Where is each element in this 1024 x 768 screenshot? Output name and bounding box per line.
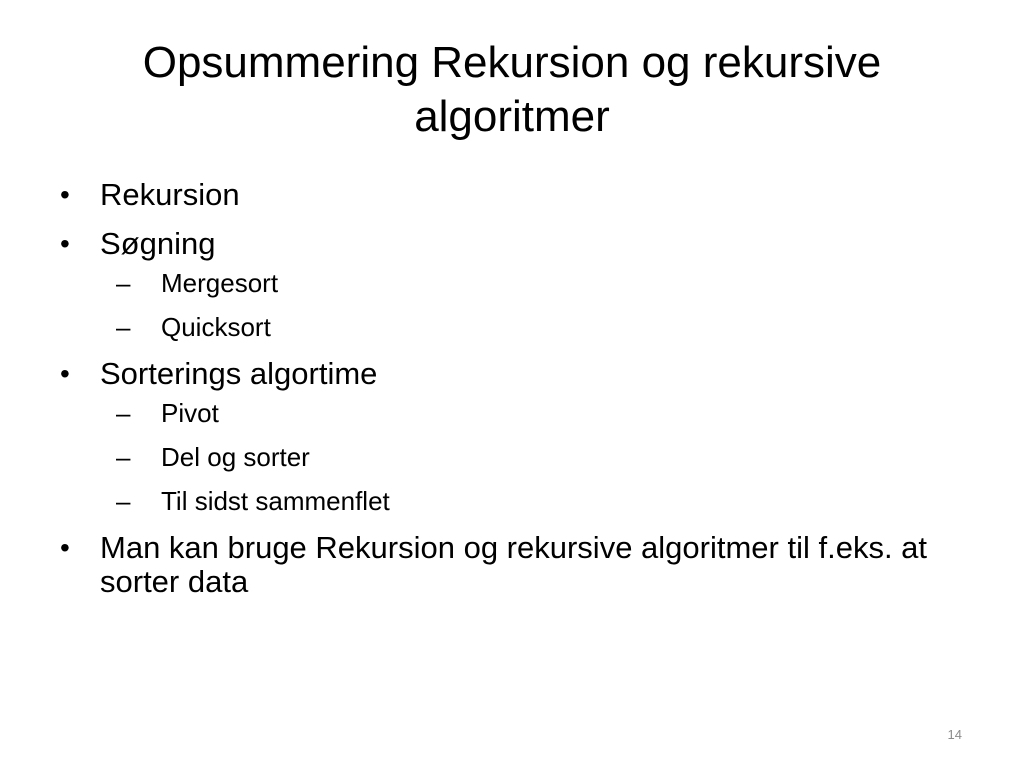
dash-icon: – xyxy=(116,442,131,472)
sub-bullet-item xyxy=(116,398,976,428)
bullet-text: Man kan bruge Rekursion og rekursive algoritmer til f.eks. at sorter data xyxy=(100,530,928,599)
sub-bullet-list xyxy=(100,268,976,342)
bullet-item xyxy=(56,227,976,342)
sub-bullet-item xyxy=(116,486,976,516)
bullet-text: Søgning xyxy=(100,226,216,261)
bullet-text: Rekursion xyxy=(100,177,240,212)
slide-title: Opsummering Rekursion og rekursive algoritmer xyxy=(142,38,882,141)
bullet-item xyxy=(56,531,976,599)
sub-bullet-text: Pivot xyxy=(161,398,219,428)
page-number: 14 xyxy=(947,727,962,742)
sub-bullet-item xyxy=(116,312,976,342)
bullet-icon: • xyxy=(60,532,70,563)
bullet-icon: • xyxy=(60,179,70,210)
sub-bullet-item xyxy=(116,442,976,472)
dash-icon: – xyxy=(116,398,131,428)
sub-bullet-text: Quicksort xyxy=(161,312,271,342)
bullet-text: Sorterings algortime xyxy=(100,356,378,391)
sub-bullet-text: Til sidst sammenflet xyxy=(161,486,390,516)
bullet-item xyxy=(56,178,976,212)
dash-icon: – xyxy=(116,486,131,516)
dash-icon: – xyxy=(116,268,131,298)
bullet-icon: • xyxy=(60,228,70,259)
sub-bullet-item xyxy=(116,268,976,298)
bullet-item xyxy=(56,357,976,516)
bullet-list xyxy=(56,178,976,614)
sub-bullet-text: Del og sorter xyxy=(161,442,310,472)
sub-bullet-list xyxy=(100,398,976,516)
sub-bullet-text: Mergesort xyxy=(161,268,279,298)
dash-icon: – xyxy=(116,312,131,342)
bullet-icon: • xyxy=(60,358,70,389)
